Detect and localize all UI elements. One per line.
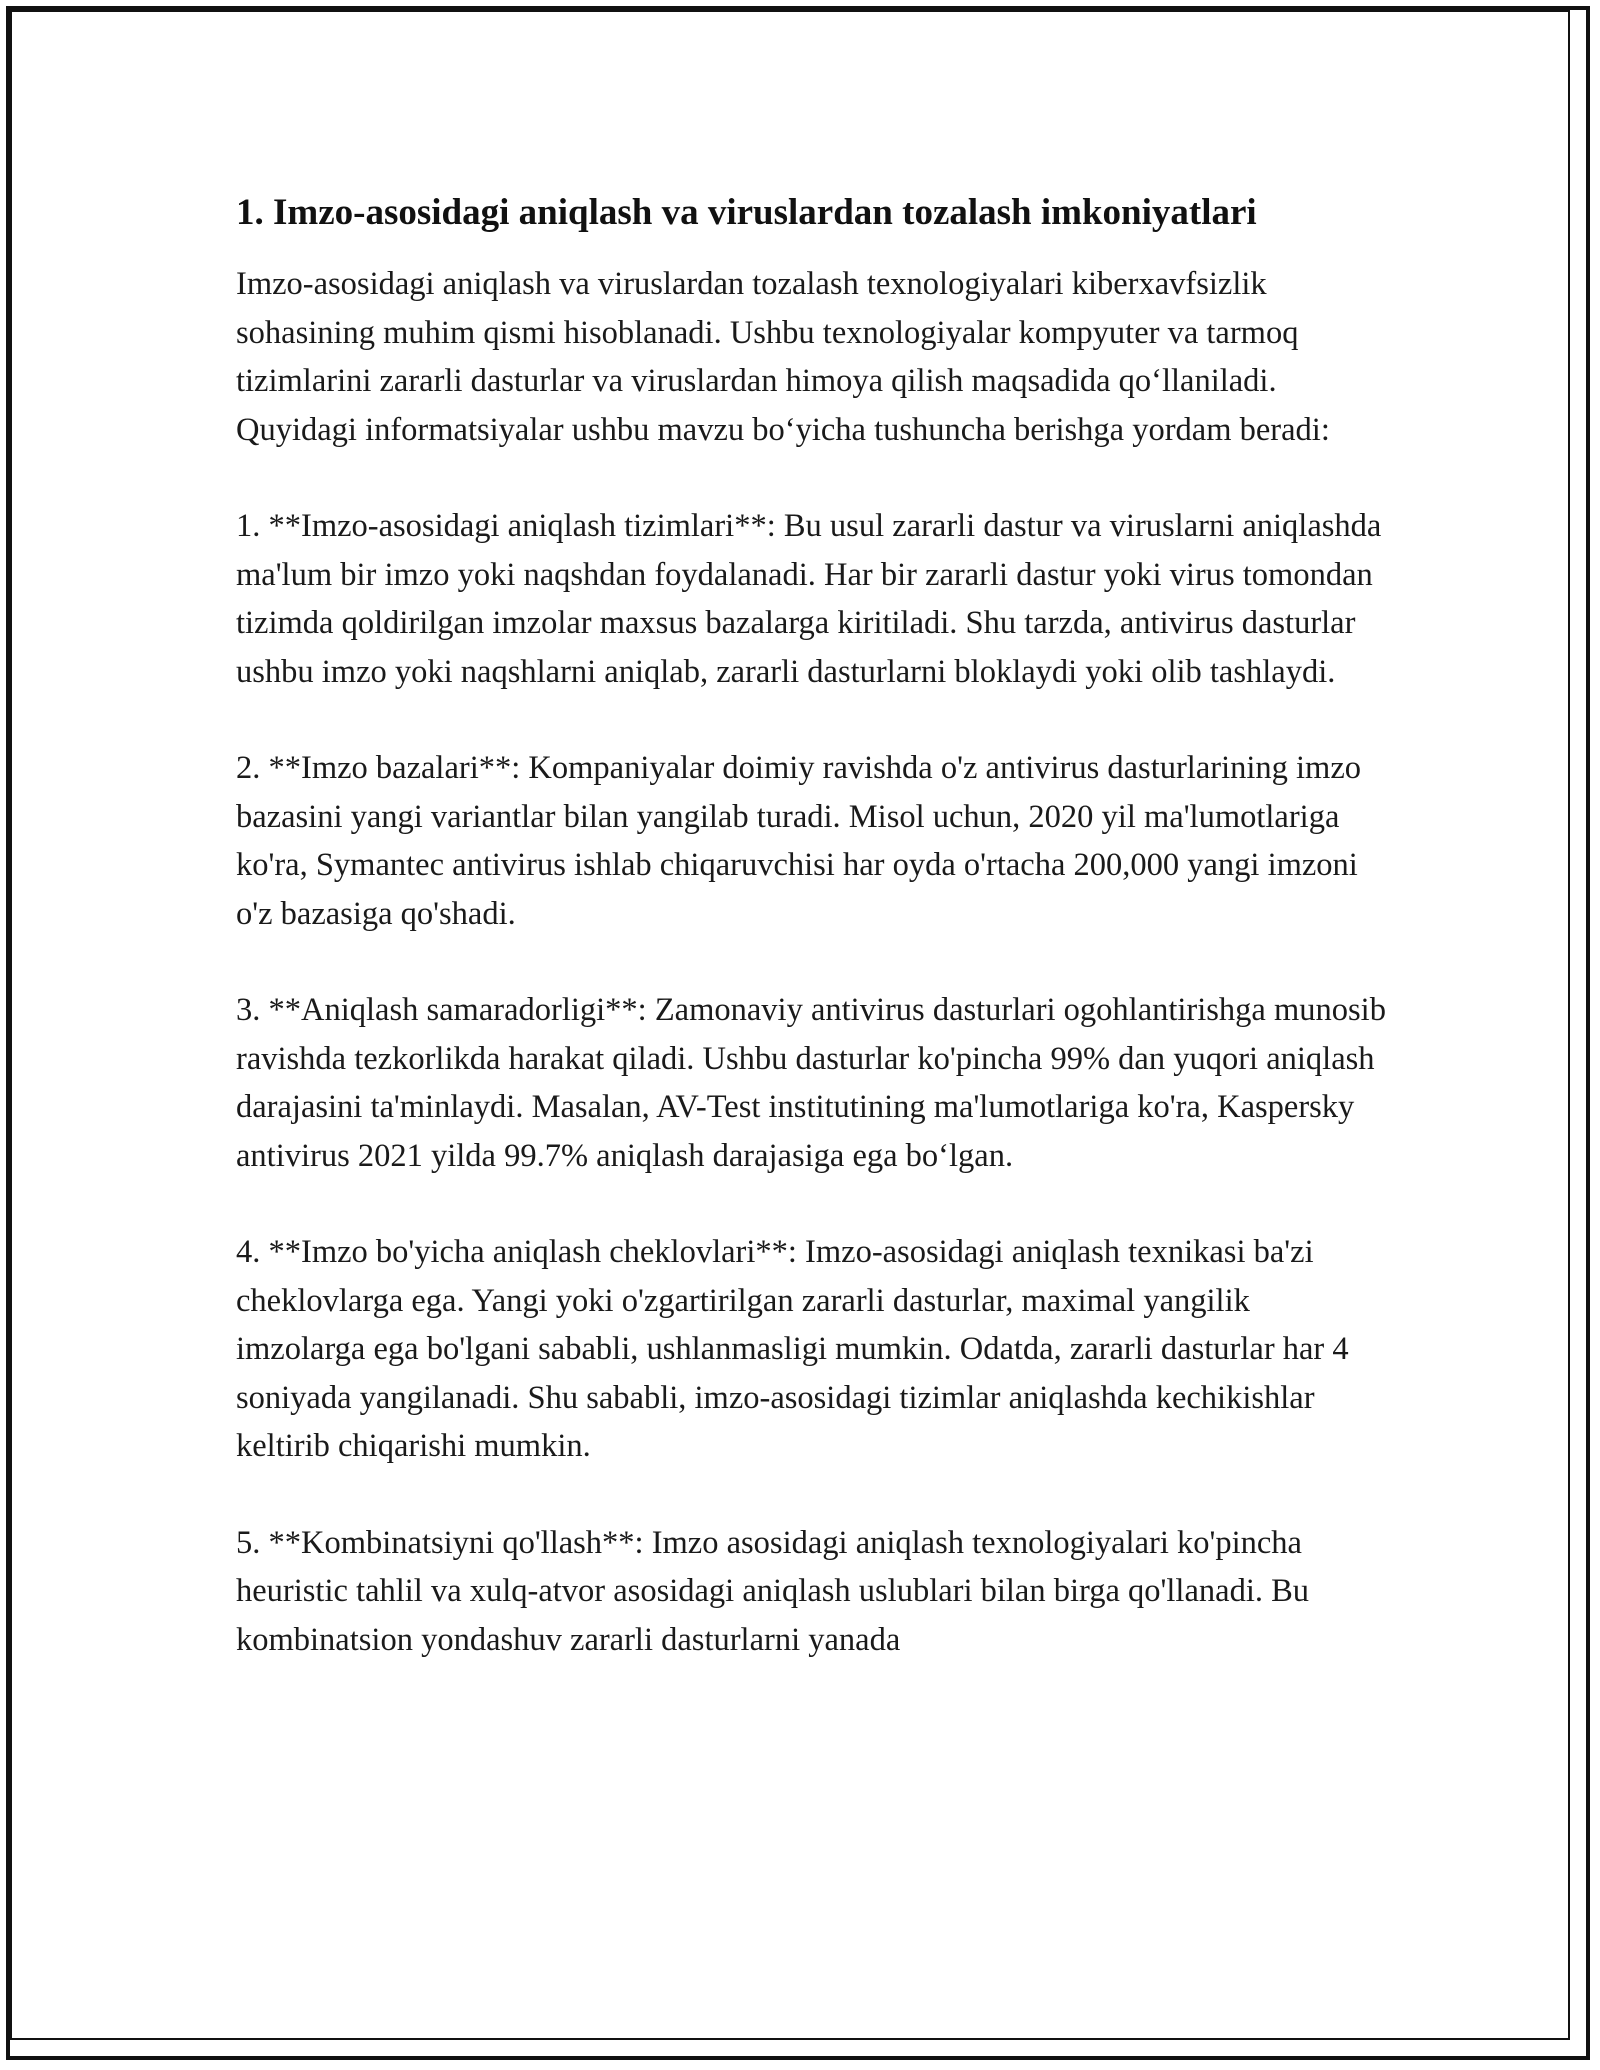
list-item-2: 2. **Imzo bazalari**: Kompaniyalar doimiy ravishda o'z antivirus dasturlarining imzo bazasini yangi variantlar bilan yangilab turadi. Misol uchun, 2020 yil ma'lumotlariga ko'ra, Symantec antivirus ishlab chiqaruvchisi har oyda o'rtacha 200,000 yangi imzoni o'z bazasiga qo'shadi.	[236, 750, 1361, 932]
document-body	[236, 186, 1386, 1712]
intro-paragraph: Imzo-asosidagi aniqlash va viruslardan tozalash texnologiyalari kiberxavfsizlik sohasining muhim qismi hisoblanadi. Ushbu texnologiyalar kompyuter va tarmoq tizimlarini zararli dasturlar va viruslardan himoya qilish maqsadida qo‘llaniladi. Quyidagi informatsiyalar ushbu mavzu bo‘yicha tushuncha berishga yordam beradi:	[236, 266, 1330, 448]
list-item-1: 1. **Imzo-asosidagi aniqlash tizimlari**: Bu usul zararli dastur va viruslarni aniqlashda ma'lum bir imzo yoki naqshdan foydalanadi. Har bir zararli dastur yoki virus tomondan tizimda qoldirilgan imzolar maxsus bazalarga kiritiladi. Shu tarzda, antivirus dasturlar ushbu imzo yoki naqshlarni aniqlab, zararli dasturlarni bloklaydi yoki olib tashlaydi.	[236, 508, 1382, 690]
list-item-3: 3. **Aniqlash samaradorligi**: Zamonaviy antivirus dasturlari ogohlantirishga munosib ravishda tezkorlikda harakat qiladi. Ushbu dasturlar ko'pincha 99% dan yuqori aniqlash darajasini ta'minlaydi. Masalan, AV-Test institutining ma'lumotlariga ko'ra, Kaspersky antivirus 2021 yilda 99.7% aniqlash darajasiga ega bo‘lgan.	[236, 992, 1386, 1174]
list-item-5: 5. **Kombinatsiyni qo'llash**: Imzo asosidagi aniqlash texnologiyalari ko'pincha heuristic tahlil va xulq-atvor asosidagi aniqlash uslublari bilan birga qo'llanadi. Bu kombinatsion yondashuv zararli dasturlarni yanada	[236, 1524, 1310, 1658]
section-heading: 1. Imzo-asosidagi aniqlash va viruslardan tozalash imkoniyatlari	[236, 192, 1257, 233]
list-item-4: 4. **Imzo bo'yicha aniqlash cheklovlari**: Imzo-asosidagi aniqlash texnikasi ba'zi cheklovlarga ega. Yangi yoki o'zgartirilgan zararli dasturlar, maximal yangilik imzolarga ega bo'lgani sababli, ushlanmasligi mumkin. Odatda, zararli dasturlar har 4 soniyada yangilanadi. Shu sababli, imzo-asosidagi tizimlar aniqlashda kechikishlar keltirib chiqarishi mumkin.	[236, 1234, 1349, 1464]
